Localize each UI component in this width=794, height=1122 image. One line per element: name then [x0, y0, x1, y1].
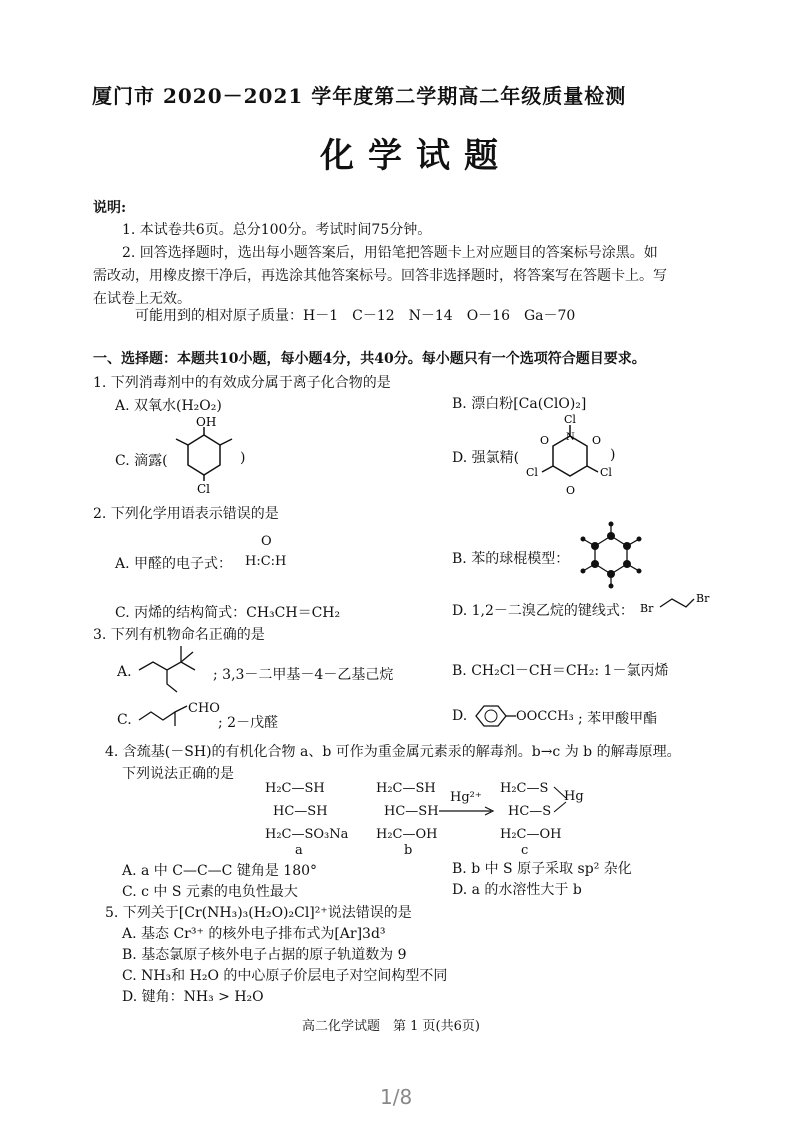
q3-option-b: B. CH₂Cl－CH＝CH₂: 1－氯丙烯: [452, 663, 669, 679]
q3-option-a-prefix: A.: [117, 664, 132, 680]
dibromoethane-skeletal: [638, 590, 718, 616]
q1-option-b: B. 漂白粉[Ca(ClO)₂]: [452, 396, 587, 412]
q4-molecule-a: [265, 777, 348, 846]
q4-molecule-b: [376, 777, 439, 846]
q3-option-d-prefix: D.: [452, 708, 468, 724]
mol-c-row2: HC—S: [508, 804, 552, 819]
viewer-page-indicator: 1/8: [380, 1085, 413, 1109]
q3-option-c-skeletal: [135, 694, 190, 730]
mol-a-row2: HC—SH: [273, 804, 328, 819]
atomic-masses: 可能用到的相对原子质量：H－1 C－12 N－14 O－16 Ga－70: [135, 308, 576, 324]
q3-stem: 3. 下列有机物命名正确的是: [93, 627, 265, 643]
tcca-o-bottom: O: [566, 484, 576, 497]
dibromoethane-br-right: Br: [696, 592, 710, 605]
q4-reagent: Hg²⁺: [450, 790, 482, 805]
q1-option-c-prefix: C. 滴露(: [115, 453, 168, 469]
label-a: a: [295, 843, 303, 858]
tcca-o-left: O: [540, 434, 550, 447]
q2-stem: 2. 下列化学用语表示错误的是: [93, 506, 279, 522]
q4-option-a: A. a 中 C—C—C 键角是 180°: [122, 863, 318, 879]
q1-option-d-suffix: ): [610, 447, 616, 463]
mol-b-row3: H₂C—OH: [376, 827, 438, 842]
q2-option-a-label: A. 甲醛的电子式：: [115, 556, 233, 572]
q3-option-c-name: ; 2－戊醛: [218, 715, 279, 731]
q4-option-c: C. c 中 S 元素的电负性最大: [122, 884, 298, 900]
tcca-o-right: O: [592, 434, 602, 447]
q5-option-b: B. 基态氯原子核外电子占据的原子轨道数为 9: [122, 947, 407, 963]
dettol-oh-label: OH: [196, 415, 217, 429]
q2-option-c: C. 丙烯的结构简式：CH₃CH＝CH₂: [115, 605, 341, 621]
q2-option-d-label: D. 1,2－二溴乙烷的键线式：: [452, 603, 634, 619]
tcca-n-top: N: [566, 432, 575, 443]
dibromoethane-br-left: Br: [640, 602, 654, 615]
page-footer: 高二化学试题 第 1 页(共6页): [302, 1019, 480, 1034]
q5-option-d: D. 键角：NH₃ > H₂O: [122, 989, 264, 1005]
q1-option-a: A. 双氧水(H₂O₂): [115, 398, 222, 414]
page-title: 化学试题: [320, 136, 512, 176]
instruction-2-line3: 在试卷上无效。: [93, 291, 191, 307]
mol-c-row3: H₂C—OH: [500, 827, 562, 842]
mol-a-row3: H₂C—SO₃Na: [265, 827, 349, 842]
q3-option-a-name: ; 3,3－二甲基－4－乙基己烷: [213, 667, 394, 683]
q3-option-d-name: ; 苯甲酸甲酯: [578, 711, 658, 727]
q3-option-d-benzene-ring: [468, 702, 518, 730]
reaction-arrow-icon: [437, 805, 497, 817]
dettol-structure: [170, 415, 240, 497]
mol-c-row1: H₂C—S: [500, 781, 549, 796]
q3-option-c-cho: CHO: [188, 701, 220, 716]
q2-option-b-label: B. 苯的球棍模型：: [452, 551, 570, 567]
label-c: c: [521, 843, 529, 858]
q2-formaldehyde-oxygen: O: [261, 534, 272, 549]
section-heading: 一、选择题：本题共10小题，每小题4分，共40分。每小题只有一个选项符合题目要求。: [93, 351, 646, 367]
q4-mercury-atom: Hg: [564, 789, 584, 804]
q1-option-c-suffix: ): [240, 450, 246, 466]
exam-header: 厦门市 2020－2021 学年度第二学期高二年级质量检测: [92, 84, 627, 108]
instruction-2-line1: 2. 回答选择题时，选出每小题答案后，用铅笔把答题卡上对应题目的答案标号涂黑。如: [122, 245, 658, 261]
trichloroisocyanuric-structure: [520, 410, 620, 502]
instruction-2-line2: 需改动，用橡皮擦干净后，再选涂其他答案标号。回答非选择题时，将答案写在答题卡上。写: [93, 268, 667, 284]
tcca-cl-top: Cl: [564, 413, 576, 426]
q1-option-d-prefix: D. 强氯精(: [452, 450, 520, 466]
q5-option-c: C. NH₃和 H₂O 的中心原子价层电子对空间构型不同: [122, 968, 448, 984]
tcca-cl-left: Cl: [526, 466, 538, 479]
q4-option-b: B. b 中 S 原子采取 sp² 杂化: [452, 861, 632, 877]
instructions-label: 说明:: [93, 200, 127, 216]
label-b: b: [404, 843, 413, 858]
q3-option-a-skeletal: [135, 638, 210, 696]
dettol-cl-label: Cl: [197, 482, 211, 496]
q5-stem: 5. 下列关于[Cr(NH₃)₃(H₂O)₂Cl]²⁺说法错误的是: [105, 905, 412, 921]
q4-stem-line1: 4. 含巯基(－SH)的有机化合物 a、b 可作为重金属元素汞的解毒剂。b→c 为 b 的解毒原理。: [105, 744, 681, 760]
mol-b-row1: H₂C—SH: [376, 781, 436, 796]
instruction-1: 1. 本试卷共6页。总分100分。考试时间75分钟。: [122, 222, 432, 238]
q5-option-a: A. 基态 Cr³⁺ 的核外电子排布式为[Ar]3d³: [122, 926, 386, 942]
q1-stem: 1. 下列消毒剂中的有效成分属于离子化合物的是: [93, 375, 391, 391]
q3-option-d-group: OOCCH₃: [516, 709, 574, 724]
mol-a-row1: H₂C—SH: [265, 781, 325, 796]
q4-stem-line2: 下列说法正确的是: [122, 766, 234, 782]
benzene-ball-stick-model: [573, 518, 653, 590]
q3-option-c-prefix: C.: [117, 712, 132, 728]
q2-formaldehyde-formula: H:C:H: [245, 554, 287, 569]
mol-b-row2: HC—SH: [384, 804, 439, 819]
tcca-cl-right: Cl: [600, 466, 612, 479]
q4-option-d: D. a 的水溶性大于 b: [452, 882, 582, 898]
